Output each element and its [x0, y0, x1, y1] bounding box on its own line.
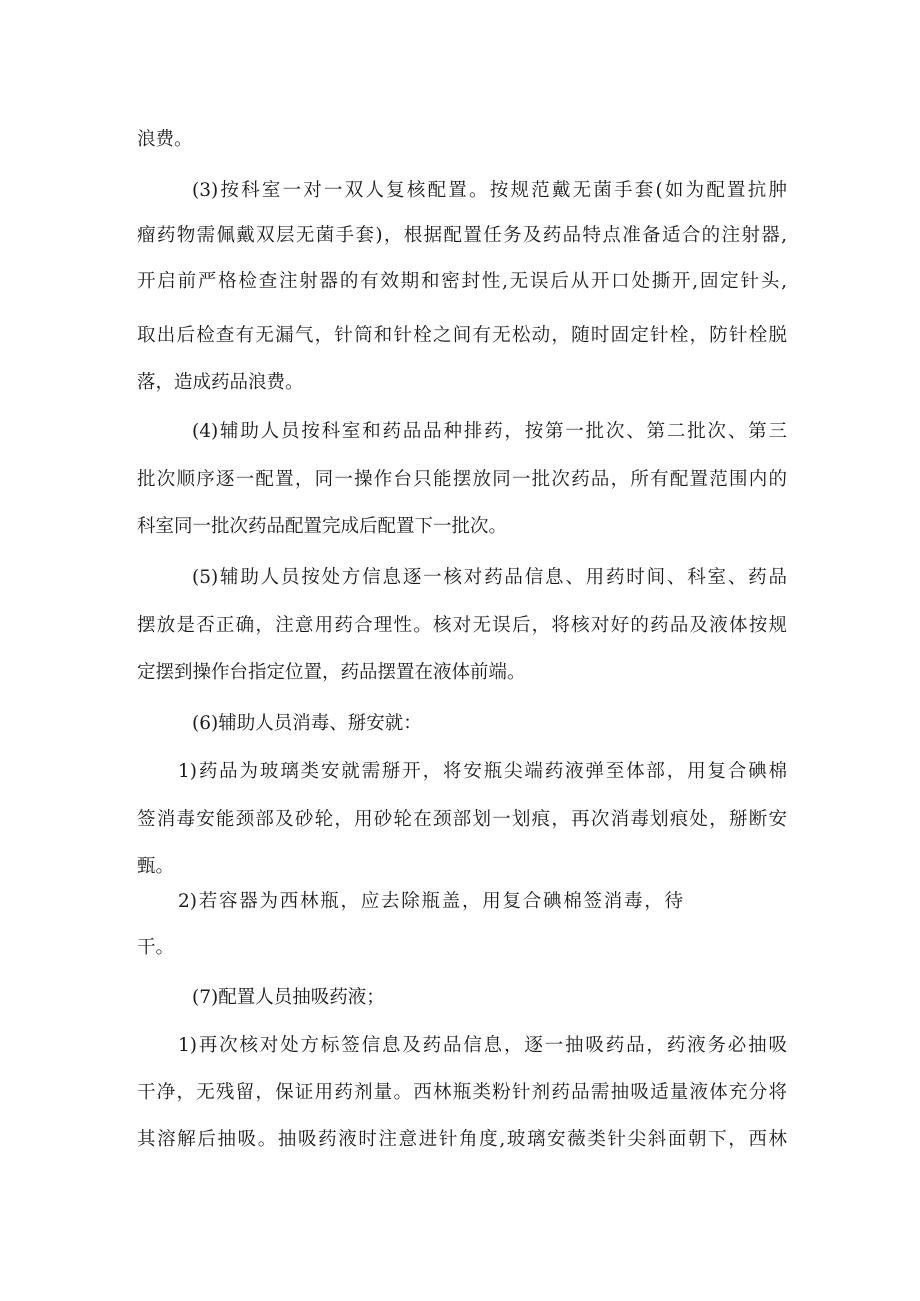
text-line-8: 批次顺序逐一配置，同一操作台只能摆放同一批次药品，所有配置范围内的	[137, 469, 787, 490]
text-line-12: 定摆到操作台指定位置，药品摆置在液体前端。	[137, 662, 526, 683]
text-line-19: (7)配置人员抽吸药液；	[192, 987, 385, 1008]
text-line-11: 摆放是否正确，注意用药合理性。核对无误后，将核对好的药品及液体按规	[137, 615, 787, 636]
text-line-6: 落，造成药品浪费。	[137, 372, 304, 393]
text-line-7: (4)辅助人员按科室和药品品种排药，按第一批次、第二批次、第三	[192, 421, 787, 442]
text-line-20: 1)再次核对处方标签信息及药品信息，逐一抽吸药品，药液务必抽吸	[178, 1035, 787, 1056]
text-line-17: 2)若容器为西林瓶，应去除瓶盖，用复合碘棉签消毒，待	[178, 891, 683, 912]
text-line-9: 科室同一批次药品配置完成后配置下一批次。	[137, 516, 508, 537]
text-line-16: 甄。	[137, 856, 175, 877]
text-line-14: 1)药品为玻璃类安就需掰开，将安瓶尖端药液弹至体部，用复合碘棉	[178, 761, 787, 782]
text-line-18: 干。	[137, 937, 175, 958]
text-line-5: 取出后检查有无漏气，针筒和针栓之间有无松动，随时固定针栓，防针栓脱	[137, 325, 787, 346]
text-line-10: (5)辅助人员按处方信息逐一核对药品信息、用药时间、科室、药品	[192, 567, 787, 588]
text-line-13: (6)辅助人员消毒、掰安就：	[192, 713, 422, 734]
text-line-22: 其溶解后抽吸。抽吸药液时注意进针角度,玻璃安薇类针尖斜面朝下，西林	[137, 1129, 787, 1150]
text-line-15: 签消毒安能颈部及砂轮，用砂轮在颈部划一划痕，再次消毒划痕处，掰断安	[137, 809, 787, 830]
text-line-1: 浪费。	[137, 129, 193, 150]
text-line-21: 干净，无残留，保证用药剂量。西林瓶类粉针剂药品需抽吸适量液体充分将	[137, 1082, 787, 1103]
text-line-2: (3)按科室一对一双人复核配置。按规范戴无菌手套(如为配置抗肿	[192, 180, 787, 201]
text-line-3: 瘤药物需佩戴双层无菌手套)，根据配置任务及药品特点准备适合的注射器,	[137, 225, 787, 246]
text-line-4: 开启前严格检查注射器的有效期和密封性,无误后从开口处撕开,固定针头,	[137, 271, 787, 292]
